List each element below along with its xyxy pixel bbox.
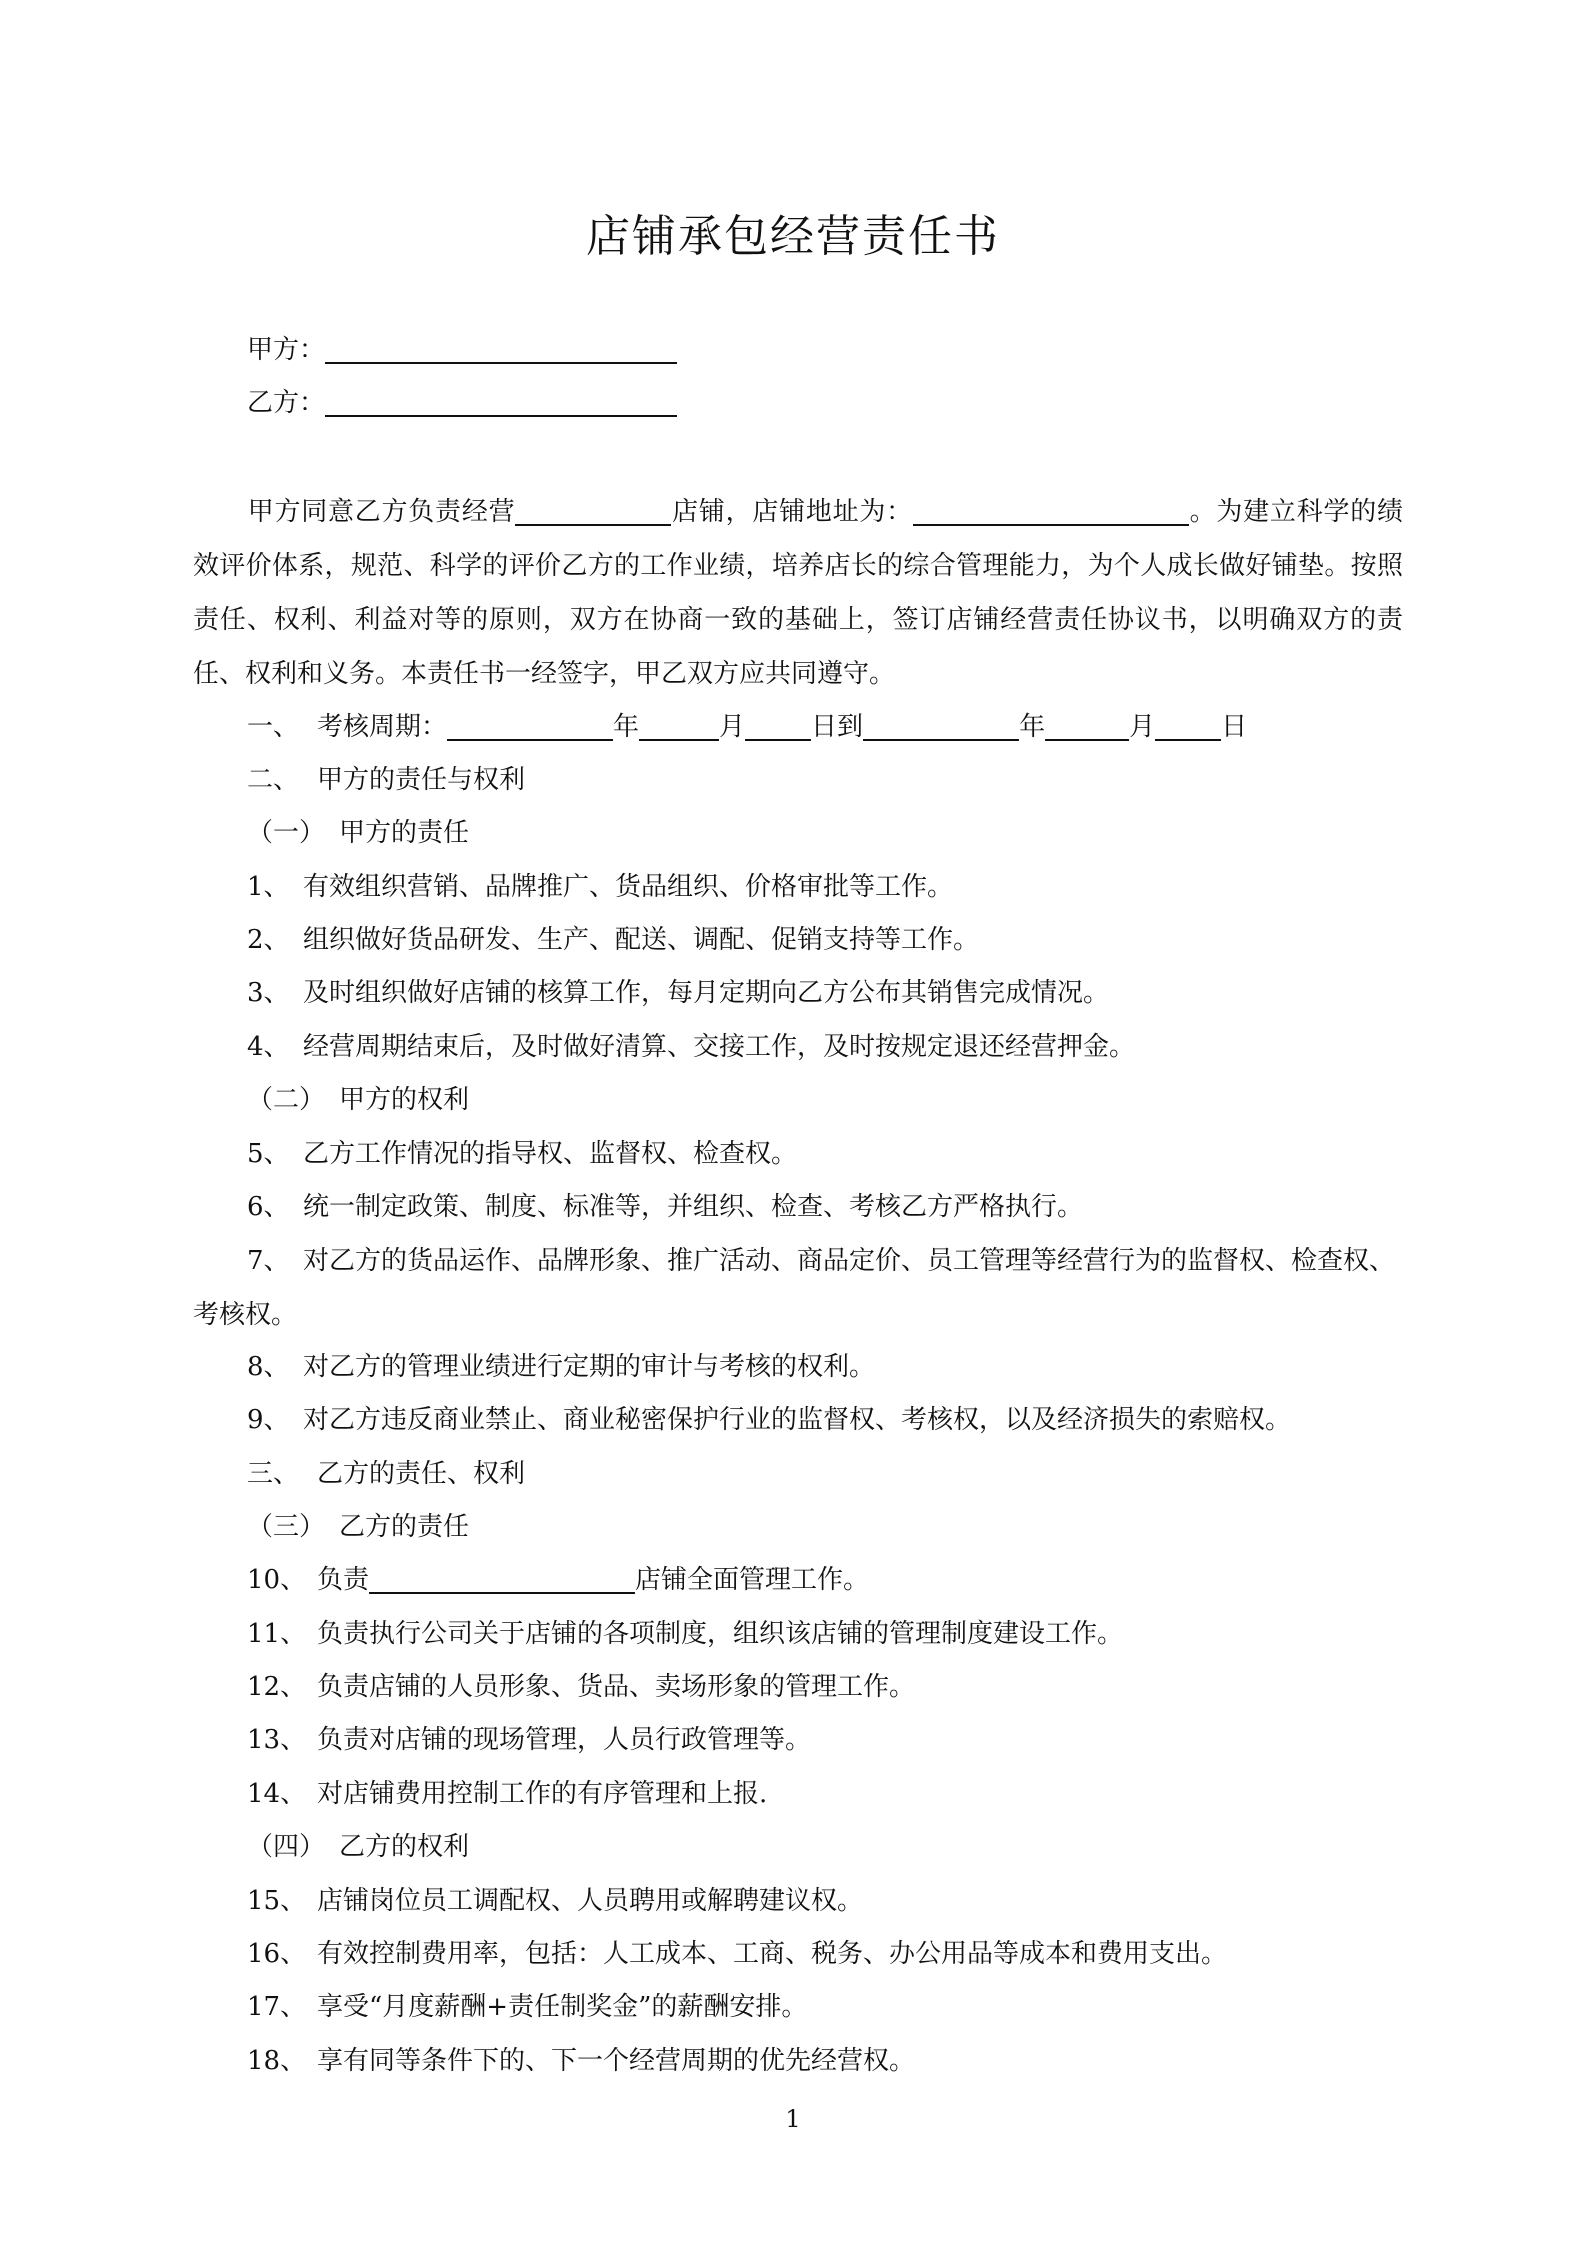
list-item (247, 1137, 797, 1171)
list-item (247, 923, 979, 957)
item-text-pre: 负责 (317, 1565, 370, 1595)
item-text: 享受“月度薪酬+责任制奖金”的薪酬安排。 (317, 1992, 808, 2022)
item-number: 三、 (247, 1459, 300, 1489)
intro-paragraph (193, 485, 1403, 701)
item-text: 对乙方的货品运作、品牌形象、推广活动、商品定价、员工管理等经营行为的监督权、检查权、考核权。 (193, 1246, 1396, 1330)
list-item-wrapped (193, 1234, 1403, 1342)
store-name-blank[interactable] (515, 500, 671, 526)
party-b-label: 乙方： (247, 388, 326, 418)
item-text: 乙方的责任、权利 (317, 1459, 526, 1489)
day-to-label: 日到 (811, 712, 864, 742)
store-scope-blank[interactable] (369, 1568, 635, 1594)
day-label-2: 日 (1221, 712, 1248, 742)
list-item (247, 1777, 767, 1811)
item-number: （一） (247, 818, 326, 848)
item-number: 9、 (247, 1405, 290, 1435)
list-item (247, 870, 953, 904)
item-text: 乙方的责任 (339, 1512, 470, 1542)
party-a-line (247, 333, 677, 367)
item-number: 15、 (247, 1886, 307, 1916)
list-item (247, 1030, 1135, 1064)
end-year-blank[interactable] (863, 715, 1019, 741)
item-text: 甲方的权利 (339, 1085, 470, 1115)
list-item (247, 1563, 869, 1597)
item-text: 经营周期结束后，及时做好清算、交接工作，及时按规定退还经营押金。 (303, 1032, 1136, 1062)
period-number: 一、 (247, 712, 300, 742)
year-label: 年 (613, 712, 640, 742)
list-item (247, 976, 1109, 1010)
year-label-2: 年 (1019, 712, 1046, 742)
list-item (247, 816, 469, 850)
item-text: 及时组织做好店铺的核算工作，每月定期向乙方公布其销售完成情况。 (303, 978, 1110, 1008)
item-number: 7、 (247, 1246, 290, 1276)
period-line (247, 710, 1247, 744)
item-number: 5、 (247, 1139, 290, 1169)
intro-text-3: 。为建立科学的绩效评价体系，规范、科学的评价乙方的工作业绩，培养店长的综合管理能力，为个人成长做好铺垫。按照责任、权利、利益对等的原则，双方在协商一致的基础上，签订店铺经营责任协议书，以明确双方的责任、权利和义务。本责任书一经签字，甲乙双方应共同遵守。 (193, 497, 1403, 689)
item-text: 对乙方的管理业绩进行定期的审计与考核的权利。 (303, 1352, 876, 1382)
item-text: 甲方的责任 (339, 818, 470, 848)
item-number: 16、 (247, 1939, 307, 1969)
item-number: 18、 (247, 2046, 307, 2076)
list-item (247, 763, 525, 797)
document-title: 店铺承包经营责任书 (586, 211, 1000, 262)
list-item (247, 1510, 469, 1544)
item-text: 负责店铺的人员形象、货品、卖场形象的管理工作。 (317, 1672, 916, 1702)
item-text: 对店铺费用控制工作的有序管理和上报. (317, 1779, 768, 1809)
period-label: 考核周期： (317, 712, 448, 742)
page-number: 1 (785, 2105, 801, 2133)
item-number: （四） (247, 1832, 326, 1862)
item-number: 2、 (247, 925, 290, 955)
item-number: 4、 (247, 1032, 290, 1062)
item-text: 有效控制费用率，包括：人工成本、工商、税务、办公用品等成本和费用支出。 (317, 1939, 1228, 1969)
list-item (247, 2044, 915, 2078)
list-item (247, 1884, 863, 1918)
month-label: 月 (719, 712, 746, 742)
list-item (247, 1937, 1227, 1971)
item-text: 统一制定政策、制度、标准等，并组织、检查、考核乙方严格执行。 (303, 1192, 1084, 1222)
item-number: （二） (247, 1085, 326, 1115)
list-item (247, 1830, 469, 1864)
item-number: 12、 (247, 1672, 307, 1702)
item-text-post: 店铺全面管理工作。 (635, 1565, 870, 1595)
item-text: 对乙方违反商业禁止、商业秘密保护行业的监督权、考核权，以及经济损失的索赔权。 (303, 1405, 1292, 1435)
list-item (247, 1403, 1291, 1437)
item-text: 享有同等条件下的、下一个经营周期的优先经营权。 (317, 2046, 916, 2076)
list-item (247, 1670, 915, 1704)
item-number: 13、 (247, 1725, 307, 1755)
party-a-blank[interactable] (325, 338, 677, 364)
item-number: 14、 (247, 1779, 307, 1809)
intro-text-1: 甲方同意乙方负责经营 (247, 497, 516, 527)
list-item (247, 1350, 875, 1384)
item-text: 乙方工作情况的指导权、监督权、检查权。 (303, 1139, 798, 1169)
start-day-blank[interactable] (745, 715, 811, 741)
store-address-blank[interactable] (913, 500, 1189, 526)
item-number: 17、 (247, 1992, 307, 2022)
party-a-label: 甲方： (247, 335, 326, 365)
item-text: 店铺岗位员工调配权、人员聘用或解聘建议权。 (317, 1886, 864, 1916)
item-number: 8、 (247, 1352, 290, 1382)
list-item (247, 1083, 469, 1117)
item-number: 10、 (247, 1565, 307, 1595)
item-number: 3、 (247, 978, 290, 1008)
month-label-2: 月 (1129, 712, 1156, 742)
list-item (247, 1457, 525, 1491)
item-number: 11、 (247, 1619, 307, 1649)
start-month-blank[interactable] (639, 715, 719, 741)
party-b-blank[interactable] (325, 391, 677, 417)
item-text: 负责执行公司关于店铺的各项制度，组织该店铺的管理制度建设工作。 (317, 1619, 1124, 1649)
item-text: 乙方的权利 (339, 1832, 470, 1862)
end-month-blank[interactable] (1045, 715, 1129, 741)
list-item (247, 1190, 1083, 1224)
list-item (247, 1990, 807, 2024)
end-day-blank[interactable] (1155, 715, 1221, 741)
start-year-blank[interactable] (447, 715, 613, 741)
item-text: 负责对店铺的现场管理，人员行政管理等。 (317, 1725, 812, 1755)
item-text: 有效组织营销、品牌推广、货品组织、价格审批等工作。 (303, 872, 954, 902)
item-number: （三） (247, 1512, 326, 1542)
item-number: 二、 (247, 765, 300, 795)
list-item (247, 1617, 1123, 1651)
item-text: 组织做好货品研发、生产、配送、调配、促销支持等工作。 (303, 925, 980, 955)
item-number: 1、 (247, 872, 290, 902)
list-item (247, 1723, 811, 1757)
item-text: 甲方的责任与权利 (317, 765, 526, 795)
item-number: 6、 (247, 1192, 290, 1222)
party-b-line (247, 386, 677, 420)
intro-text-2: 店铺，店铺地址为： (671, 497, 913, 527)
